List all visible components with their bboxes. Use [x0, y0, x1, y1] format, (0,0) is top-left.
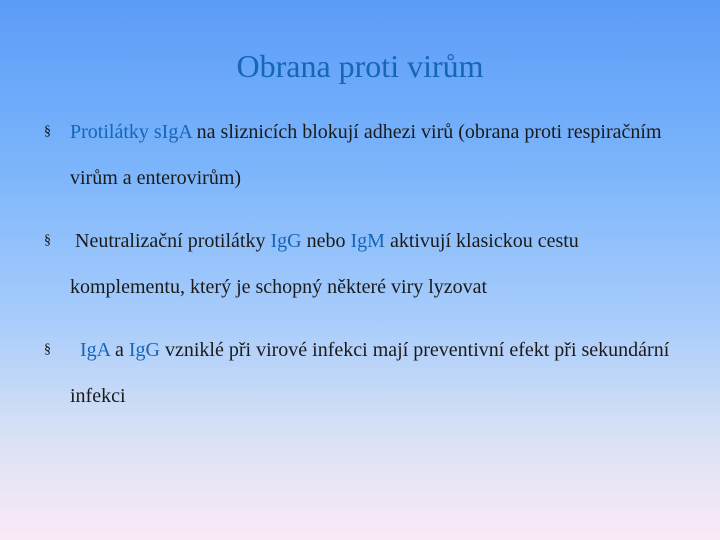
- antibody-term: IgA: [80, 339, 110, 361]
- list-item: [70, 327, 690, 419]
- item-text: nebo: [301, 230, 351, 252]
- bullet-marker: §: [44, 342, 51, 357]
- item-text: aktivují klasickou cestu komplementu, který je schopný některé viry lyzovat: [70, 230, 584, 298]
- list-item: [70, 109, 690, 201]
- antibody-term: IgM: [350, 230, 385, 252]
- item-text: na sliznicích blokují adhezi virů (obrana proti respiračním virům a enterovirům): [70, 121, 662, 189]
- item-text: [70, 339, 80, 361]
- item-text: a: [110, 339, 129, 361]
- antibody-term: IgG: [270, 230, 302, 252]
- item-text: vzniklé při virové infekci mají preventivní efekt při sekundární infekci: [70, 339, 675, 407]
- slide-title: Obrana proti virům: [236, 48, 484, 84]
- antibody-term: IgG: [128, 339, 160, 361]
- antibody-term: Protilátky sIgA: [70, 121, 192, 143]
- bullet-marker: §: [44, 233, 51, 248]
- item-text: Neutralizační protilátky: [70, 230, 271, 252]
- list-item: [70, 218, 690, 310]
- bullet-marker: §: [44, 124, 51, 139]
